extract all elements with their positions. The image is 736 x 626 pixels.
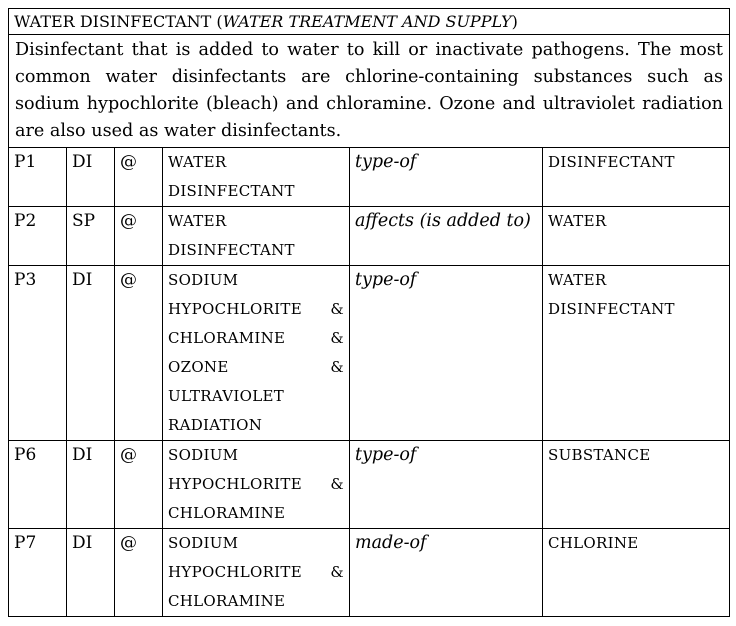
entry-description: Disinfectant that is added to water to kill or inactivate pathogens. The most common water disinfectants are chlorine-containing substances such as sodium hypochlorite (bleach) and chloramine. Ozone and ultraviolet radiation are also used as water disinfectants. (9, 35, 730, 148)
table-row (9, 529, 730, 617)
row-id: P2 (9, 207, 67, 266)
row-object: SUBSTANCE (543, 441, 730, 529)
row-marker: @ (115, 148, 163, 207)
term-entry-table (8, 8, 730, 617)
table-row (9, 148, 730, 207)
row-predicate: type-of (350, 441, 543, 529)
row-subject: WATER DISINFECTANT (163, 148, 350, 207)
row-predicate: type-of (350, 148, 543, 207)
row-object: WATER (543, 207, 730, 266)
entry-term: WATER DISINFECTANT (14, 12, 212, 31)
table-row (9, 207, 730, 266)
row-subject: SODIUM HYPOCHLORITE & CHLORAMINE & OZONE & ULTRAVIOLET RADIATION (163, 266, 350, 441)
row-relation-code: DI (67, 529, 115, 617)
row-id: P6 (9, 441, 67, 529)
row-marker: @ (115, 266, 163, 441)
row-predicate: type-of (350, 266, 543, 441)
row-relation-code: DI (67, 148, 115, 207)
row-relation-code: SP (67, 207, 115, 266)
row-marker: @ (115, 441, 163, 529)
row-predicate: made-of (350, 529, 543, 617)
row-subject: SODIUM HYPOCHLORITE & CHLORAMINE (163, 441, 350, 529)
row-marker: @ (115, 207, 163, 266)
row-predicate: affects (is added to) (350, 207, 543, 266)
row-object: CHLORINE (543, 529, 730, 617)
row-object: WATER DISINFECTANT (543, 266, 730, 441)
table-row (9, 266, 730, 441)
row-id: P3 (9, 266, 67, 441)
row-subject: WATER DISINFECTANT (163, 207, 350, 266)
row-relation-code: DI (67, 441, 115, 529)
row-marker: @ (115, 529, 163, 617)
entry-domain: WATER TREATMENT AND SUPPLY (222, 12, 512, 31)
row-id: P7 (9, 529, 67, 617)
row-object: DISINFECTANT (543, 148, 730, 207)
row-relation-code: DI (67, 266, 115, 441)
entry-title: WATER DISINFECTANT (WATER TREATMENT AND SUPPLY) (9, 9, 730, 35)
description-row (9, 35, 730, 148)
table-row (9, 441, 730, 529)
row-subject: SODIUM HYPOCHLORITE & CHLORAMINE (163, 529, 350, 617)
row-id: P1 (9, 148, 67, 207)
title-row (9, 9, 730, 35)
